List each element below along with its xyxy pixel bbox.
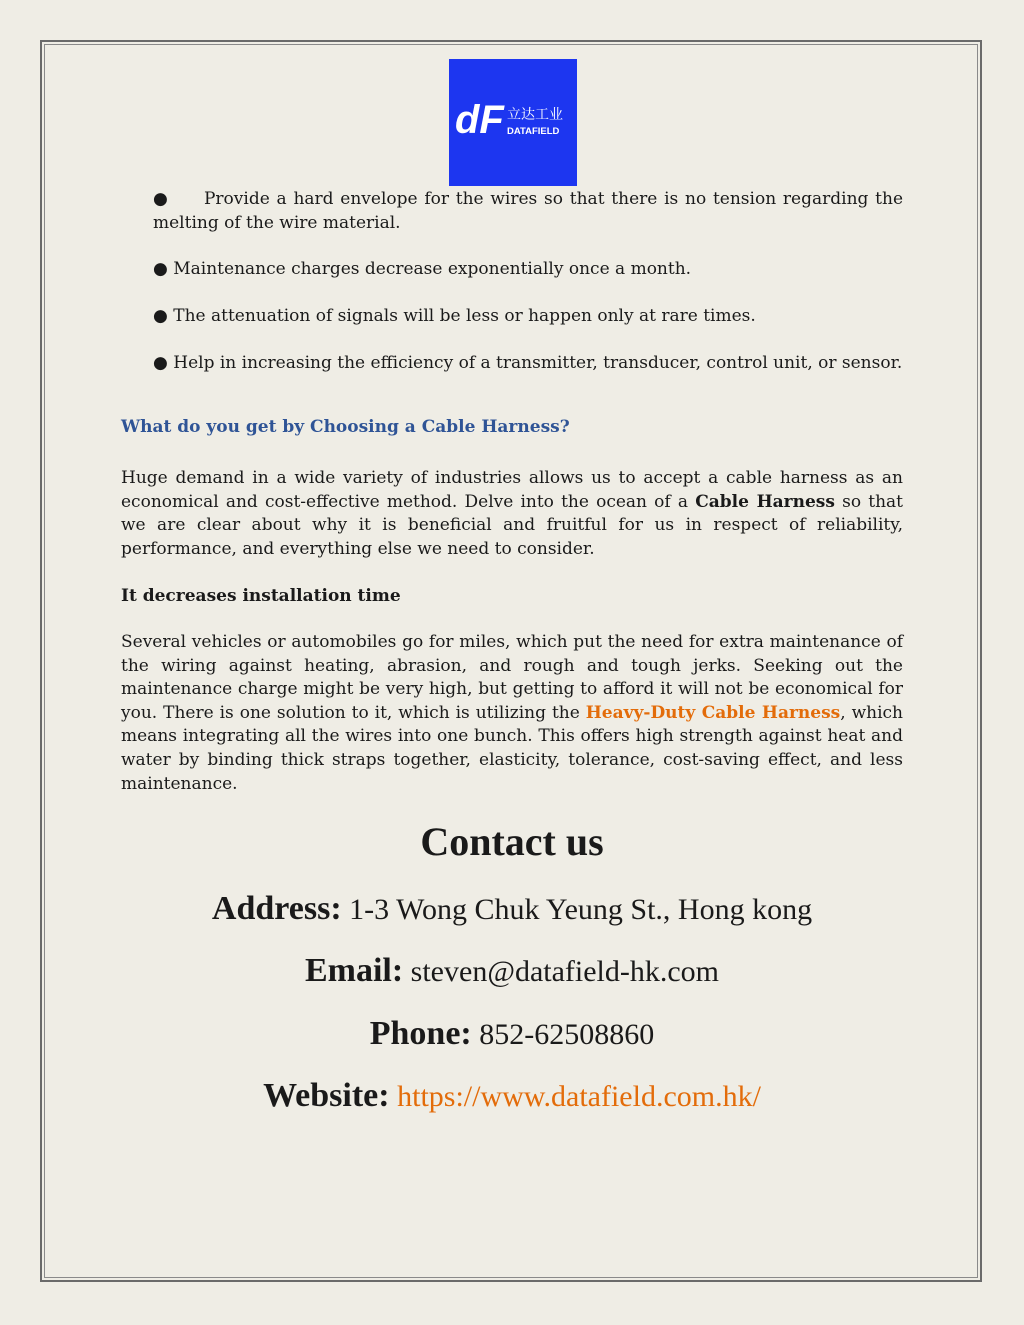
paragraph-intro: [121, 467, 903, 561]
bullet-item: [153, 258, 903, 282]
bullet-marker: ●: [153, 306, 168, 326]
bullet-text: The attenuation of signals will be less or happen only at rare times.: [173, 306, 756, 326]
para1-text-start: Huge demand in a wide variety of industries allows us to accept a cable harness as an economical and cost-effective method. Delve into the ocean of a: [121, 468, 903, 512]
logo-mark-text: dF: [455, 98, 504, 142]
website-link[interactable]: https://www.datafield.com.hk/: [397, 1080, 761, 1113]
contact-title: Contact us: [420, 819, 604, 864]
heavy-duty-cable-harness-link[interactable]: Heavy-Duty Cable Harness: [585, 702, 841, 723]
para2-text-start: Several vehicles or automobiles go for miles, which put the need for extra maintenance of the wiring against heating, abrasion, and rough and tough jerks. Seeking out the maintenance charge might be very high, but getting to afford it will not be economical for you. There is one solution to it, which is utilizing the: [121, 632, 903, 723]
contact-phone: [0, 1015, 1024, 1053]
paragraph-installation: [121, 631, 903, 796]
address-value: 1-3 Wong Chuk Yeung St., Hong kong: [349, 893, 813, 926]
bullet-item: [153, 188, 903, 235]
address-label: Address:: [211, 890, 342, 927]
para1-text-end: so that we are clear about why it is beneficial and fruitful for us in respect of reliability, performance, and everything else we need to consider.: [121, 491, 903, 559]
cable-harness-bold: Cable Harness: [695, 491, 835, 512]
phone-label: Phone:: [369, 1015, 472, 1052]
phone-value: 852-62508860: [479, 1018, 655, 1051]
logo-cn-text: 立达工业: [507, 107, 563, 123]
bullet-marker: ●: [153, 353, 168, 373]
website-label: Website:: [263, 1077, 390, 1114]
bullet-text: Maintenance charges decrease exponentially once a month.: [173, 259, 692, 279]
bullet-item: [153, 305, 903, 329]
email-value[interactable]: steven@datafield-hk.com: [410, 955, 720, 988]
datafield-logo: [449, 59, 577, 186]
bullet-marker: ●: [153, 259, 168, 279]
bullet-text: Help in increasing the efficiency of a transmitter, transducer, control unit, or sensor.: [173, 353, 903, 373]
contact-address: [0, 890, 1024, 928]
contact-website: [0, 1077, 1024, 1115]
subheading-installation: It decreases installation time: [121, 586, 401, 606]
contact-email: [0, 952, 1024, 990]
para2-text-end: , which means integrating all the wires into one bunch. This offers high strength against heat and water by binding thick straps together, elasticity, tolerance, cost-saving effect, and less maintenance.: [121, 702, 904, 794]
bullet-marker: ●: [153, 189, 170, 209]
bullet-text: Provide a hard envelope for the wires so that there is no tension regarding the melting of the wire material.: [153, 189, 904, 233]
bullet-item: [153, 352, 903, 376]
section-heading: What do you get by Choosing a Cable Harness?: [121, 417, 570, 437]
logo-en-text: DATAFIELD: [507, 126, 560, 137]
email-label: Email:: [304, 952, 404, 989]
